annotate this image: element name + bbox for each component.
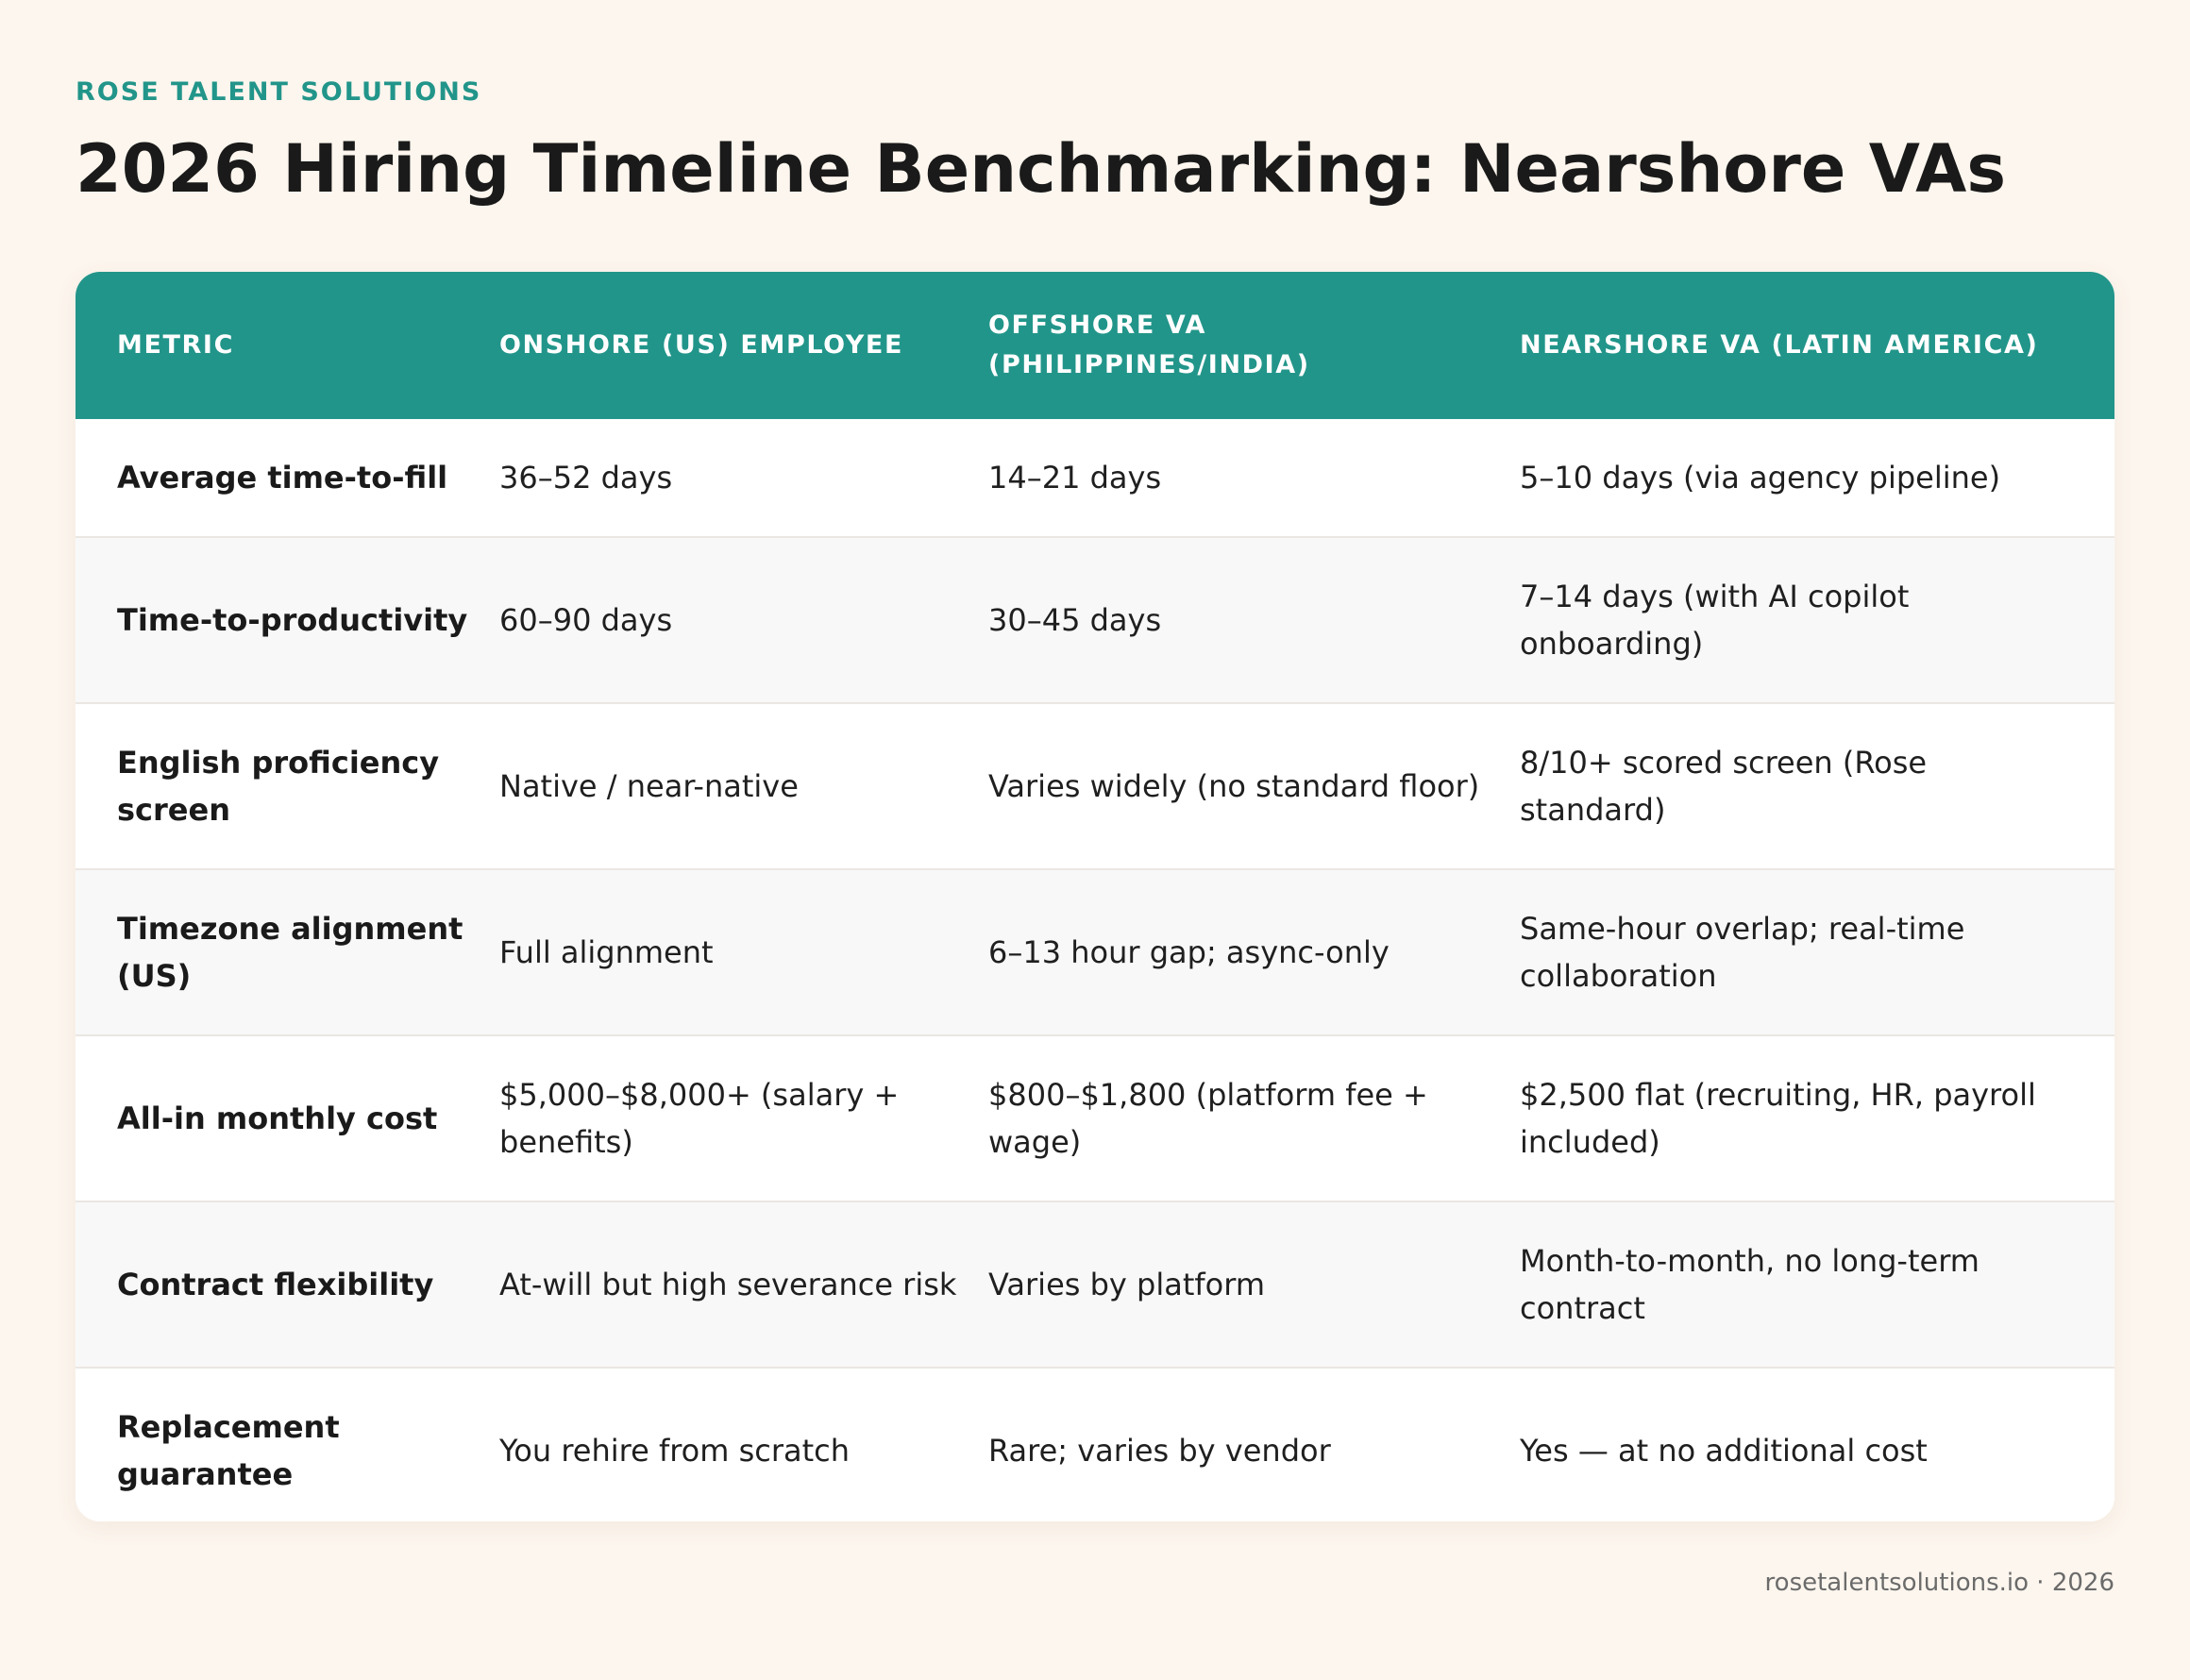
header-metric: METRIC [117, 330, 234, 360]
onshore-value: 36–52 days [499, 460, 673, 496]
onshore-value: $5,000–$8,000+ (salary + benefits) [499, 1077, 900, 1160]
metric-label: Contract flexibility [117, 1267, 434, 1302]
offshore-value: Varies by platform [988, 1267, 1265, 1302]
offshore-value: 6–13 hour gap; async-only [988, 934, 1390, 970]
page-title: 2026 Hiring Timeline Benchmarking: Nearshore VAs [76, 130, 2007, 208]
offshore-value: 14–21 days [988, 460, 1162, 496]
table-header-row [76, 272, 2114, 419]
header-onshore: ONSHORE (US) EMPLOYEE [499, 330, 904, 360]
nearshore-value: 7–14 days (with AI copilot onboarding) [1520, 579, 1910, 662]
page [76, 0, 2114, 1680]
table-row [76, 1201, 2114, 1367]
metric-label: English proficiency screen [117, 745, 440, 828]
metric-label: All-in monthly cost [117, 1100, 438, 1136]
metric-label: Time-to-productivity [117, 602, 468, 638]
table-row [76, 702, 2114, 868]
offshore-value: $800–$1,800 (platform fee + wage) [988, 1077, 1428, 1160]
comparison-table [76, 272, 2114, 1521]
offshore-value: 30–45 days [988, 602, 1162, 638]
table-row [76, 868, 2114, 1034]
footer-credit: rosetalentsolutions.io · 2026 [1764, 1569, 2114, 1597]
table-row [76, 419, 2114, 536]
header-nearshore: NEARSHORE VA (LATIN AMERICA) [1520, 330, 2039, 360]
offshore-value: Varies widely (no standard floor) [988, 768, 1480, 804]
offshore-value: Rare; varies by vendor [988, 1433, 1331, 1469]
nearshore-value: $2,500 flat (recruiting, HR, payroll included) [1520, 1077, 2036, 1160]
onshore-value: 60–90 days [499, 602, 673, 638]
metric-label: Average time-to-fill [117, 460, 448, 496]
nearshore-value: Month-to-month, no long-term contract [1520, 1243, 1979, 1326]
onshore-value: At-will but high severance risk [499, 1267, 957, 1302]
nearshore-value: 5–10 days (via agency pipeline) [1520, 460, 2001, 496]
table-row [76, 1034, 2114, 1201]
nearshore-value: Same-hour overlap; real-time collaboration [1520, 911, 1965, 994]
metric-label: Timezone alignment (US) [117, 911, 463, 994]
nearshore-value: Yes — at no additional cost [1520, 1433, 1928, 1469]
header-offshore: OFFSHORE VA (PHILIPPINES/INDIA) [988, 311, 1310, 379]
onshore-value: You rehire from scratch [499, 1433, 851, 1469]
table-row [76, 536, 2114, 702]
metric-label: Replacement guarantee [117, 1409, 340, 1492]
brand-name: ROSE TALENT SOLUTIONS [76, 77, 482, 107]
onshore-value: Full alignment [499, 934, 714, 970]
table-row [76, 1367, 2114, 1521]
onshore-value: Native / near-native [499, 768, 799, 804]
nearshore-value: 8/10+ scored screen (Rose standard) [1520, 745, 1928, 828]
